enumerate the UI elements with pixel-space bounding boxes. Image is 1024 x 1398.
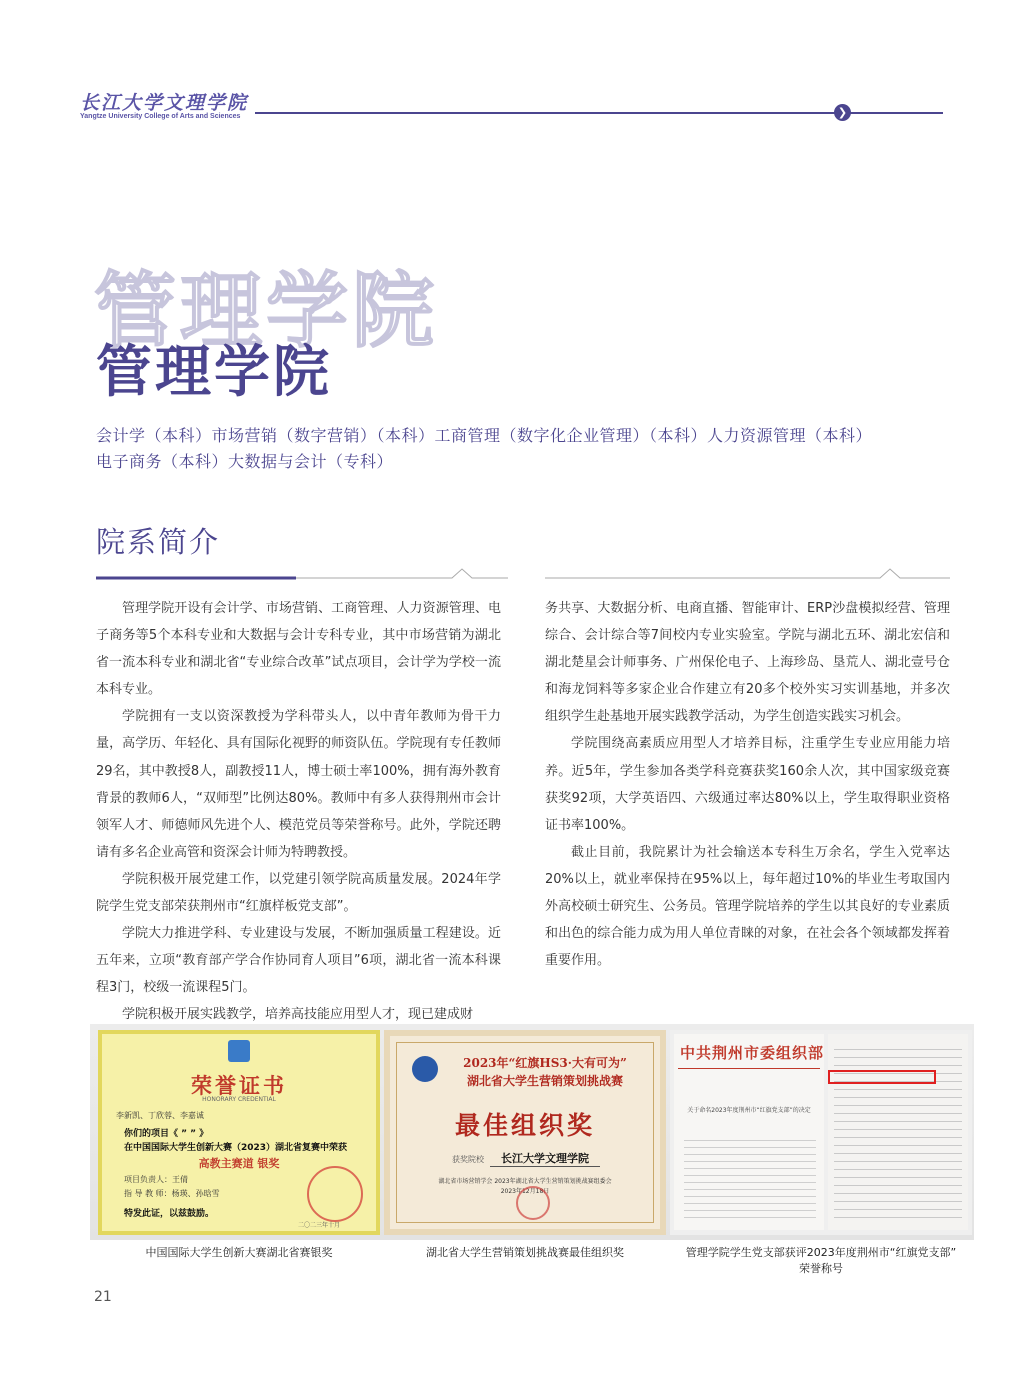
page-title: 管理学院 (96, 340, 332, 405)
cert-line-2: 在中国国际大学生创新大赛（2023）湖北省复赛中荣获 (124, 1143, 348, 1153)
caption-photo-3-line-1: 管理学院学生党支部获评2023年度荆州市“红旗党支部” (685, 1246, 957, 1259)
seal-icon (307, 1166, 363, 1222)
right-column (545, 595, 950, 974)
award-top-2: 湖北省大学生营销策划挑战赛 (466, 1074, 623, 1088)
paragraph: 学院大力推进学科、专业建设与发展，不断加强质量工程建设。近五年来，立项“教育部产学合作协同育人项目”6项，湖北省一流本科课程3门，校级一流课程5门。 (96, 926, 501, 996)
paragraph: 务共享、大数据分析、电商直播、智能审计、ERP沙盘模拟经营、管理综合、会计综合等7间校内专业实验室。学院与湖北五环、湖北宏信和湖北楚星会计师事务、广州保伦电子、上海珍岛、垦荒人、湖北壹号仓和海龙饲料等多家企业合作建立有20多个校外实习实训基地，并多次组织学生赴基地开展实践教学活动，为学生创造实践实习机会。 (545, 601, 950, 725)
doc-page-left (674, 1034, 824, 1230)
caption-photo-3-line-2: 荣誉称号 (799, 1262, 843, 1275)
award-school: 长江大学文理学院 (490, 1150, 600, 1167)
photo-organization-award (384, 1030, 666, 1235)
doc-title: 关于命名2023年度荆州市“红旗党支部”的决定 (687, 1107, 811, 1114)
doc-page-right (828, 1034, 968, 1230)
caption-photo-2: 湖北省大学生营销策划挑战赛最佳组织奖 (426, 1246, 624, 1259)
caption-photo-1: 中国国际大学生创新大赛湖北省赛银奖 (145, 1246, 333, 1259)
award-date: 2023年12月18日 (500, 1188, 550, 1195)
highlight-box (828, 1070, 936, 1084)
school-logo-cn: 长江大学文理学院 (80, 92, 249, 114)
award-label: 获奖院校 (452, 1155, 484, 1164)
paragraph: 管理学院开设有会计学、市场营销、工商管理、人力资源管理、电子商务等5个本科专业和大数据与会计专科专业，其中市场营销为湖北省一流本科专业和湖北省“专业综合改革”试点项目，会计学为学校一流本科专业。 (96, 601, 501, 698)
left-column (96, 595, 501, 1029)
cert-line-1: 你们的项目《 ” ” 》 (124, 1129, 209, 1139)
cert-teacher: 指 导 教 师：杨瑛、孙晗雪 (124, 1189, 220, 1198)
doc-text-lines (834, 1042, 962, 1222)
majors-line-1: 会计学（本科）市场营销（数字营销）（本科）工商管理（数字化企业管理）（本科）人力资源管理（本科） (96, 426, 873, 445)
school-logo-en: Yangtze University College of Arts and Sciences (80, 113, 241, 120)
award-org: 湖北省市场营销学会 2023年湖北省大学生营销策划挑战赛组委会 (438, 1178, 612, 1185)
emblem-icon (412, 1056, 438, 1082)
cert-names: 李新凯、丁欣蓉、李嘉诚 (116, 1111, 204, 1120)
section-title: 院系简介 (96, 525, 221, 559)
left-divider (96, 566, 508, 580)
title-outline: 管理学院 (94, 264, 439, 359)
cert-date: 二〇二三年十月 (298, 1222, 341, 1229)
paragraph: 学院积极开展实践教学，培养高技能应用型人才，现已建成财 (122, 1007, 474, 1023)
doc-text-lines (684, 1134, 816, 1224)
doc-red-rule (678, 1068, 820, 1069)
doc-header: 中共荆州市委组织部 (680, 1044, 825, 1062)
award-name: 最佳组织奖 (454, 1111, 595, 1140)
cert-award: 高教主赛道 银奖 (198, 1157, 280, 1170)
paragraph: 学院拥有一支以资深教授为学科带头人，以中青年教师为骨干力量，高学历、年轻化、具有国际化视野的师资队伍。学院现有专任教师29名，其中教授8人，副教授11人，博士硕士率100%，拥有海外教育背景的教师6人，“双师型”比例达80%。教师中有多人获得荆州市会计领军人才、师德师风先进个人、模范党员等荣誉称号。此外，学院还聘请有多名企业高管和资深会计师为特聘教授。 (96, 709, 501, 860)
paragraph: 学院积极开展党建工作，以党建引领学院高质量发展。2024年学院学生党支部荣获荆州市“红旗样板党支部”。 (96, 871, 501, 915)
badge-icon (228, 1040, 250, 1062)
award-top-1: 2023年“红旗HS3·大有可为” (463, 1056, 627, 1070)
cert-leader: 项目负责人：王倩 (124, 1175, 188, 1184)
right-divider (545, 566, 950, 580)
cert-closing: 特发此证，以兹鼓励。 (124, 1209, 215, 1219)
chevron-right-icon: ❯ (834, 104, 851, 121)
majors-line-2: 电子商务（本科）大数据与会计（专科） (96, 452, 394, 471)
seal-icon (516, 1186, 550, 1220)
paragraph: 截止目前，我院累计为社会输送本专科生万余名，学生入党率达20%以上，就业率保持在95%以上，每年超过10%的毕业生考取国内外高校硕士研究生、公务员。管理学院培养的学生以其良好的专业素质和出色的综合能力成为用人单位青睐的对象，在社会各个领域都发挥着重要作用。 (545, 844, 950, 969)
header-rule (255, 112, 838, 114)
page-number: 21 (94, 1289, 112, 1305)
cert-subtitle: HONORARY CREDENTIAL (202, 1096, 276, 1103)
photo-party-document (670, 1030, 972, 1235)
cert-title: 荣誉证书 (191, 1073, 287, 1098)
header-rule-right (850, 112, 943, 114)
paragraph: 学院围绕高素质应用型人才培养目标，注重学生专业应用能力培养。近5年，学生参加各类学科竞赛获奖160余人次，其中国家级竞赛获奖92项，大学英语四、六级通过率达80%以上，学生取得职业资格证书率100%。 (545, 736, 950, 833)
photo-honor-certificate (98, 1030, 380, 1235)
